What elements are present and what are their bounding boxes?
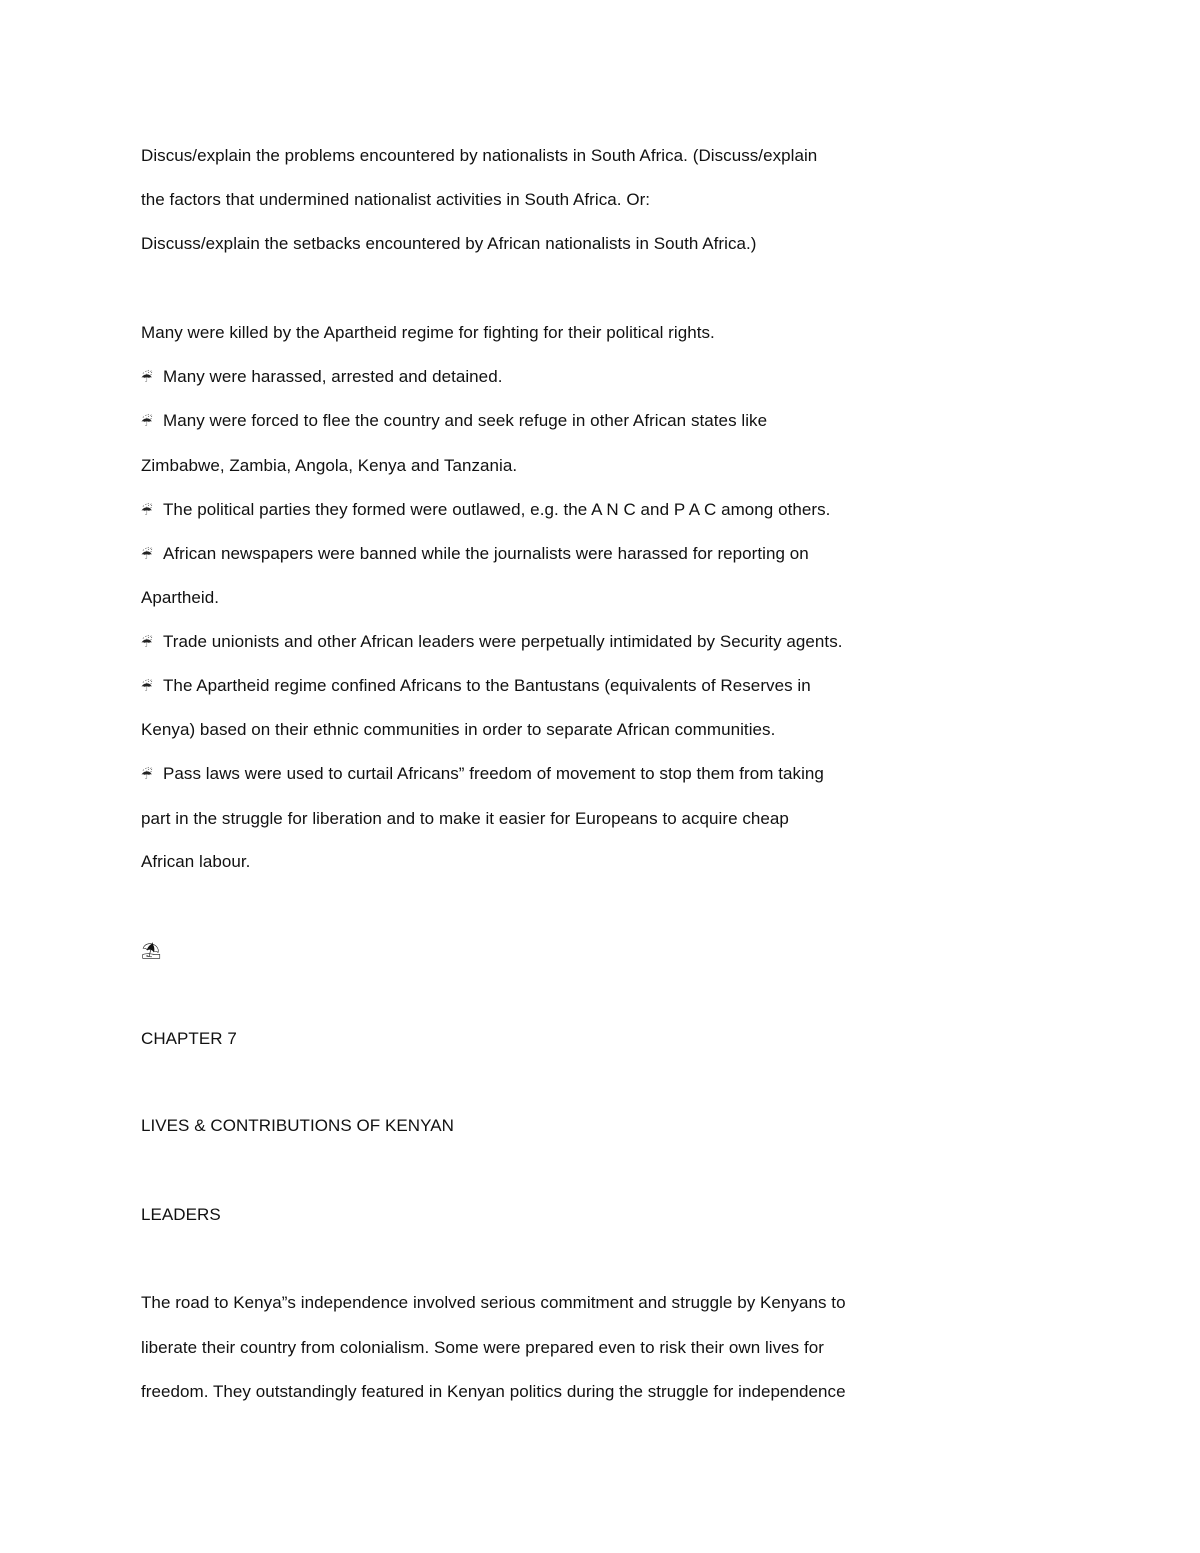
answer-item-continuation: Kenya) based on their ethnic communities in order to separate African communities. xyxy=(141,720,776,739)
answer-item-text: Many were harassed, arrested and detained. xyxy=(163,367,503,386)
umbrella-bullet-icon: ☔ xyxy=(141,636,153,651)
umbrella-bullet-icon: ☔ xyxy=(141,371,153,386)
answer-item-continuation: Zimbabwe, Zambia, Angola, Kenya and Tanzania. xyxy=(141,456,518,475)
answer-item xyxy=(141,366,1081,388)
umbrella-bullet-icon: ☔ xyxy=(141,548,153,563)
answer-item-continuation: Apartheid. xyxy=(141,588,219,607)
answer-item-continuation: African labour. xyxy=(141,852,251,871)
chapter-title-line-1: LIVES & CONTRIBUTIONS OF KENYAN xyxy=(141,1116,454,1135)
answer-item-text: Many were forced to flee the country and seek refuge in other African states like xyxy=(163,411,768,430)
answer-item xyxy=(141,763,1081,785)
answer-item-text: Pass laws were used to curtail Africans” freedom of movement to stop them from taking xyxy=(163,764,824,783)
chapter-title-line-2: LEADERS xyxy=(141,1205,221,1224)
umbrella-bullet-icon: ☔ xyxy=(141,415,153,430)
answer-item-text: Trade unionists and other African leaders were perpetually intimidated by Security agents. xyxy=(163,632,843,651)
question-line-2: the factors that undermined nationalist activities in South Africa. Or: xyxy=(141,190,651,209)
answer-item xyxy=(141,543,1081,565)
answer-item-continuation: part in the struggle for liberation and to make it easier for Europeans to acquire cheap xyxy=(141,809,789,828)
answer-item xyxy=(141,499,1081,521)
answer-item xyxy=(141,631,1081,653)
answer-item-text: The political parties they formed were outlawed, e.g. the A N C and P A C among others. xyxy=(163,500,831,519)
answer-item xyxy=(141,410,1081,432)
chapter-number: CHAPTER 7 xyxy=(141,1029,237,1048)
question-line-3: Discuss/explain the setbacks encountered by African nationalists in South Africa.) xyxy=(141,234,757,253)
answer-intro: Many were killed by the Apartheid regime for fighting for their political rights. xyxy=(141,323,715,342)
umbrella-bullet-icon: ☔ xyxy=(141,680,153,695)
body-line-2: liberate their country from colonialism. Some were prepared even to risk their own lives for xyxy=(141,1338,824,1357)
question-line-1: Discus/explain the problems encountered by nationalists in South Africa. (Discuss/explain xyxy=(141,146,818,165)
answer-item-text: African newspapers were banned while the journalists were harassed for reporting on xyxy=(163,544,809,563)
answer-item xyxy=(141,675,1081,697)
umbrella-bullet-icon: ☔ xyxy=(141,504,153,519)
body-line-3: freedom. They outstandingly featured in Kenyan politics during the struggle for independence xyxy=(141,1382,846,1401)
body-line-1: The road to Kenya”s independence involved serious commitment and struggle by Kenyans to xyxy=(141,1293,846,1312)
beach-umbrella-icon: ⛱ xyxy=(141,941,162,960)
umbrella-bullet-icon: ☔ xyxy=(141,768,153,783)
answer-item-text: The Apartheid regime confined Africans to the Bantustans (equivalents of Reserves in xyxy=(163,676,811,695)
